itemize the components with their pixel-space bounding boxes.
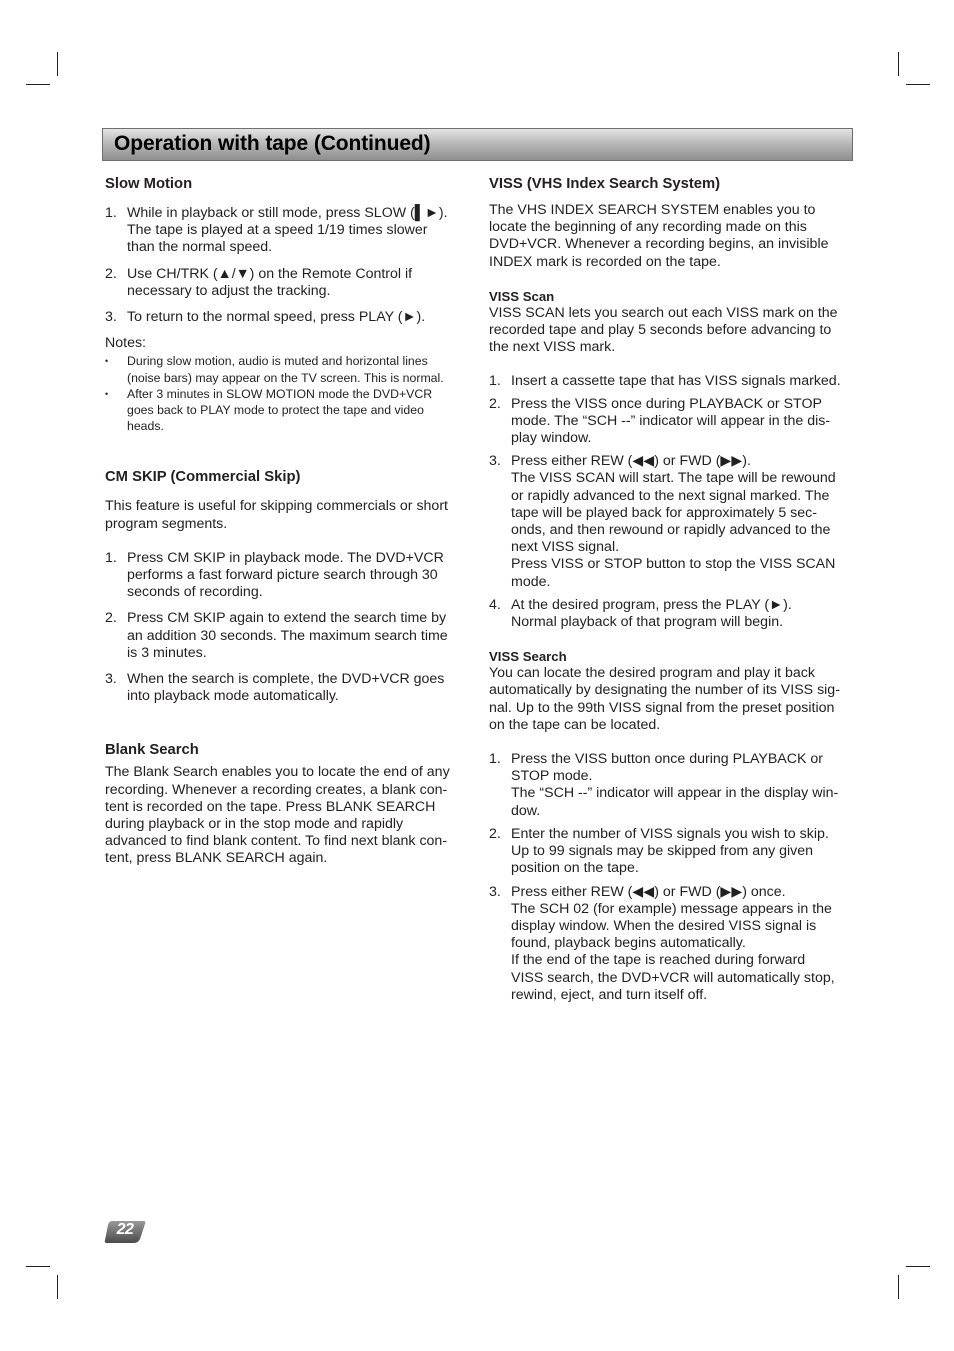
- section-title-bar: [102, 128, 853, 161]
- step-number: 3.: [105, 309, 117, 326]
- bullet-icon: •: [105, 388, 109, 399]
- step-line: Normal playback of that program will begin.: [511, 614, 784, 631]
- step-line: The “SCH --” indicator will appear in the display win-: [511, 785, 839, 802]
- step-line: VISS search, the DVD+VCR will automatically stop,: [511, 969, 835, 986]
- intro-line: DVD+VCR. Whenever a recording begins, an invisible: [489, 236, 829, 253]
- step-line: play window.: [511, 430, 592, 447]
- viss-search-heading: VISS Search: [489, 649, 567, 665]
- intro-line: VISS SCAN lets you search out each VISS mark on the: [489, 304, 838, 321]
- list-item: [105, 671, 463, 705]
- step-line: To return to the normal speed, press PLAY (►).: [127, 309, 426, 326]
- step-line: is 3 minutes.: [127, 644, 207, 661]
- intro-line: locate the beginning of any recording made on this: [489, 219, 807, 236]
- step-line: Press either REW (◀◀) or FWD (▶▶) once.: [511, 883, 786, 900]
- right-column: [489, 170, 851, 1013]
- list-item: [105, 610, 463, 662]
- step-line: display window. When the desired VISS signal is: [511, 917, 817, 934]
- crop-mark: [898, 1275, 899, 1299]
- list-item: [105, 309, 463, 326]
- list-item: [489, 884, 851, 1004]
- list-item: [105, 266, 463, 300]
- step-line: If the end of the tape is reached during forward: [511, 952, 806, 969]
- step-line: Insert a cassette tape that has VISS signals marked.: [511, 373, 841, 390]
- list-item: [489, 373, 851, 390]
- viss-scan-heading: VISS Scan: [489, 288, 555, 304]
- crop-mark: [906, 1266, 930, 1267]
- step-line: Use CH/TRK (▲/▼) on the Remote Control if: [127, 265, 413, 282]
- cm-skip-section: [105, 468, 463, 705]
- cm-skip-steps: [105, 550, 463, 706]
- page-title: Operation with tape (Continued): [114, 132, 431, 155]
- step-line: an addition 30 seconds. The maximum search time: [127, 627, 448, 644]
- list-item: [489, 751, 851, 820]
- note-line: (noise bars) may appear on the TV screen. This is normal.: [127, 370, 444, 385]
- step-number: 1.: [489, 373, 501, 390]
- step-line: found, playback begins automatically.: [511, 935, 746, 952]
- step-line: dow.: [511, 802, 541, 819]
- list-item: [489, 396, 851, 448]
- step-number: 3.: [489, 453, 501, 470]
- crop-mark: [57, 1275, 58, 1299]
- cm-skip-heading: CM SKIP (Commercial Skip): [105, 469, 301, 486]
- intro-line: program segments.: [105, 515, 228, 532]
- step-line: or rapidly advanced to the next signal marked. The: [511, 487, 830, 504]
- list-item: [489, 826, 851, 878]
- left-column: [105, 170, 463, 868]
- step-line: STOP mode.: [511, 768, 593, 785]
- intro-line: the next VISS mark.: [489, 339, 616, 356]
- step-line: The VISS SCAN will start. The tape will be rewound: [511, 470, 836, 487]
- step-line: The tape is played at a speed 1/19 times slower: [127, 222, 428, 239]
- blank-search-section: [105, 741, 463, 867]
- slow-motion-steps: [105, 205, 463, 326]
- step-line: tape will be played back for approximately 5 sec-: [511, 504, 817, 521]
- bullet-icon: •: [105, 356, 109, 367]
- list-item: [105, 550, 463, 602]
- viss-scan-steps: [489, 373, 851, 631]
- intro-line: on the tape can be located.: [489, 716, 661, 733]
- notes-list: [105, 353, 463, 434]
- step-number: 1.: [489, 751, 501, 768]
- step-line: performs a fast forward picture search through 30: [127, 567, 438, 584]
- step-line: Press CM SKIP again to extend the search time by: [127, 610, 447, 627]
- page-number-badge: [104, 1219, 146, 1245]
- step-line: The SCH 02 (for example) message appears in the: [511, 900, 832, 917]
- intro-line: nal. Up to the 99th VISS signal from the preset position: [489, 699, 835, 716]
- step-line: While in playback or still mode, press SLOW (▌►).: [127, 205, 448, 221]
- crop-mark: [906, 84, 930, 85]
- step-line: than the normal speed.: [127, 239, 273, 256]
- blank-search-heading: Blank Search: [105, 742, 199, 759]
- step-line: Up to 99 signals may be skipped from any given: [511, 843, 814, 860]
- note-item: [105, 353, 463, 385]
- step-line: necessary to adjust the tracking.: [127, 282, 331, 299]
- step-number: 1.: [105, 205, 117, 221]
- intro-line: INDEX mark is recorded on the tape.: [489, 253, 721, 270]
- step-line: Press VISS or STOP button to stop the VISS SCAN: [511, 556, 836, 573]
- step-number: 3.: [489, 883, 501, 900]
- slow-motion-heading: Slow Motion: [105, 176, 193, 192]
- step-line: Enter the number of VISS signals you wish to skip.: [511, 825, 829, 842]
- step-number: 2.: [105, 265, 117, 282]
- slow-motion-section: [105, 175, 463, 434]
- step-line: position on the tape.: [511, 860, 639, 877]
- intro-line: recorded tape and play 5 seconds before advancing to: [489, 322, 832, 339]
- list-item: [489, 453, 851, 591]
- step-number: 4.: [489, 596, 501, 613]
- step-number: 1.: [105, 549, 117, 566]
- notes-label: Notes:: [105, 335, 147, 352]
- body-line: The Blank Search enables you to locate the end of any: [105, 764, 450, 781]
- step-line: rewind, eject, and turn itself off.: [511, 986, 708, 1003]
- step-line: next VISS signal.: [511, 539, 620, 556]
- step-line: onds, and then rewound or rapidly advanced to the: [511, 522, 831, 539]
- list-item: [489, 597, 851, 631]
- step-line: Press either REW (◀◀) or FWD (▶▶).: [511, 453, 751, 470]
- step-number: 2.: [489, 825, 501, 842]
- step-line: Press the VISS once during PLAYBACK or STOP: [511, 395, 822, 412]
- body-line: tent, press BLANK SEARCH again.: [105, 850, 328, 867]
- step-line: mode.: [511, 573, 551, 590]
- step-number: 2.: [105, 610, 117, 627]
- crop-mark: [57, 52, 58, 76]
- body-line: during playback or in the stop mode and rapidly: [105, 816, 404, 833]
- note-line: heads.: [127, 419, 164, 434]
- step-line: At the desired program, press the PLAY (►).: [511, 596, 792, 613]
- crop-mark: [26, 84, 50, 85]
- crop-mark: [898, 52, 899, 76]
- body-line: advanced to find blank content. To find next blank con-: [105, 833, 448, 850]
- body-line: tent is recorded on the tape. Press BLANK SEARCH: [105, 798, 436, 815]
- step-number: 3.: [105, 671, 117, 688]
- note-line: After 3 minutes in SLOW MOTION mode the DVD+VCR: [127, 386, 433, 401]
- intro-line: You can locate the desired program and play it back: [489, 665, 815, 682]
- step-line: into playback mode automatically.: [127, 688, 339, 705]
- step-line: When the search is complete, the DVD+VCR goes: [127, 671, 445, 688]
- viss-section: [489, 175, 851, 1004]
- step-line: Press the VISS button once during PLAYBACK or: [511, 751, 824, 768]
- step-line: mode. The “SCH --” indicator will appear in the dis-: [511, 412, 831, 429]
- intro-line: The VHS INDEX SEARCH SYSTEM enables you to: [489, 202, 816, 218]
- viss-heading: VISS (VHS Index Search System): [489, 176, 721, 192]
- note-item: [105, 386, 463, 435]
- page-number: 22: [116, 1221, 134, 1238]
- crop-mark: [26, 1266, 50, 1267]
- intro-line: automatically by designating the number of its VISS sig-: [489, 682, 840, 699]
- list-item: [105, 205, 463, 257]
- body-line: recording. Whenever a recording creates, a blank con-: [105, 781, 448, 798]
- note-line: goes back to PLAY mode to protect the tape and video: [127, 403, 424, 418]
- viss-search-steps: [489, 751, 851, 1004]
- step-line: Press CM SKIP in playback mode. The DVD+VCR: [127, 549, 444, 566]
- note-line: During slow motion, audio is muted and horizontal lines: [127, 354, 428, 369]
- step-number: 2.: [489, 395, 501, 412]
- intro-line: This feature is useful for skipping commercials or short: [105, 498, 448, 515]
- step-line: seconds of recording.: [127, 584, 263, 601]
